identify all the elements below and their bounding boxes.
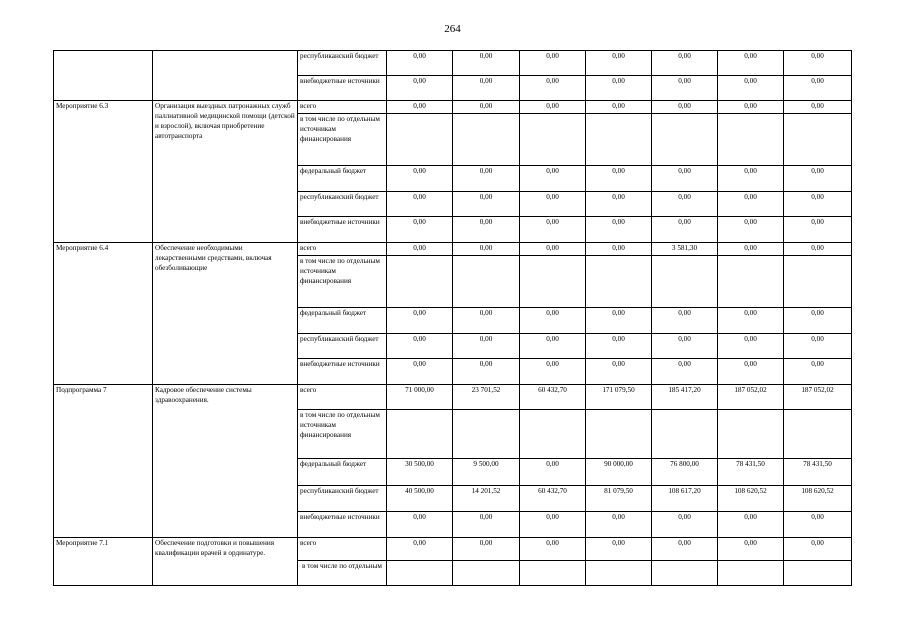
- value-cell: 0,00: [387, 166, 453, 192]
- value-cell: 0,00: [453, 359, 520, 385]
- value-cell: 0,00: [784, 192, 852, 217]
- value-cell: 0,00: [586, 51, 652, 76]
- value-cell: [718, 114, 784, 166]
- name-cell: Обеспечение необходимыми лекарственными средствами, включая обезболивающие: [153, 243, 298, 385]
- source-cell: в том числе по отдельным источникам финансирования: [298, 256, 387, 308]
- value-cell: 0,00: [784, 359, 852, 385]
- source-cell: республиканский бюджет: [298, 486, 387, 512]
- budget-table: [53, 50, 852, 586]
- value-cell: 0,00: [453, 166, 520, 192]
- value-cell: 0,00: [520, 512, 586, 538]
- value-cell: 0,00: [453, 243, 520, 256]
- value-cell: 0,00: [520, 538, 586, 561]
- value-cell: 0,00: [586, 334, 652, 359]
- value-cell: [387, 410, 453, 459]
- value-cell: 14 201,52: [453, 486, 520, 512]
- value-cell: 0,00: [652, 538, 718, 561]
- value-cell: 0,00: [784, 76, 852, 101]
- value-cell: 0,00: [784, 308, 852, 334]
- value-cell: 0,00: [718, 359, 784, 385]
- value-cell: 0,00: [453, 217, 520, 243]
- value-cell: 78 431,50: [784, 459, 852, 486]
- source-cell: всего: [298, 385, 387, 410]
- value-cell: 0,00: [718, 76, 784, 101]
- value-cell: [453, 114, 520, 166]
- value-cell: 0,00: [586, 166, 652, 192]
- value-cell: 0,00: [520, 308, 586, 334]
- value-cell: [784, 410, 852, 459]
- value-cell: 3 581,30: [652, 243, 718, 256]
- source-cell: внебюджетные источники: [298, 76, 387, 101]
- value-cell: [586, 256, 652, 308]
- source-cell: федеральный бюджет: [298, 459, 387, 486]
- value-cell: [784, 114, 852, 166]
- value-cell: 108 617,20: [652, 486, 718, 512]
- value-cell: [387, 561, 453, 586]
- source-cell: внебюджетные источники: [298, 359, 387, 385]
- value-cell: 0,00: [652, 359, 718, 385]
- value-cell: [784, 561, 852, 586]
- value-cell: 0,00: [387, 76, 453, 101]
- value-cell: 78 431,50: [718, 459, 784, 486]
- value-cell: [652, 256, 718, 308]
- value-cell: 0,00: [586, 512, 652, 538]
- value-cell: 0,00: [387, 334, 453, 359]
- value-cell: 0,00: [453, 538, 520, 561]
- value-cell: 0,00: [520, 217, 586, 243]
- value-cell: 0,00: [718, 101, 784, 114]
- value-cell: 0,00: [652, 217, 718, 243]
- value-cell: 0,00: [784, 166, 852, 192]
- source-cell: федеральный бюджет: [298, 308, 387, 334]
- value-cell: [453, 410, 520, 459]
- value-cell: 187 052,02: [784, 385, 852, 410]
- value-cell: 81 079,50: [586, 486, 652, 512]
- value-cell: 90 000,00: [586, 459, 652, 486]
- value-cell: 0,00: [784, 538, 852, 561]
- value-cell: 0,00: [387, 101, 453, 114]
- source-cell: внебюджетные источники: [298, 512, 387, 538]
- name-cell: [153, 51, 298, 101]
- value-cell: 60 432,70: [520, 486, 586, 512]
- value-cell: [520, 561, 586, 586]
- value-cell: [784, 256, 852, 308]
- value-cell: 0,00: [718, 308, 784, 334]
- value-cell: 108 620,52: [784, 486, 852, 512]
- value-cell: 0,00: [387, 359, 453, 385]
- value-cell: 0,00: [453, 76, 520, 101]
- value-cell: 0,00: [520, 334, 586, 359]
- value-cell: [718, 256, 784, 308]
- name-cell: Обеспечение подготовки и повышения квалификации врачей в ординатуре.: [153, 538, 298, 586]
- value-cell: 71 000,00: [387, 385, 453, 410]
- value-cell: 0,00: [387, 192, 453, 217]
- source-cell: республиканский бюджет: [298, 51, 387, 76]
- value-cell: 0,00: [520, 192, 586, 217]
- name-cell: Организация выездных патронажных служб паллиативной медицинской помощи (детской и взрослой), включая приобретение автотранспорта: [153, 101, 298, 243]
- table-row: [54, 101, 852, 114]
- value-cell: 187 052,02: [718, 385, 784, 410]
- value-cell: 0,00: [387, 538, 453, 561]
- value-cell: [718, 410, 784, 459]
- item-cell: [54, 51, 153, 101]
- value-cell: 0,00: [520, 359, 586, 385]
- value-cell: 0,00: [652, 51, 718, 76]
- value-cell: 0,00: [718, 334, 784, 359]
- value-cell: [586, 410, 652, 459]
- value-cell: 0,00: [784, 101, 852, 114]
- value-cell: 0,00: [387, 512, 453, 538]
- value-cell: 0,00: [652, 192, 718, 217]
- value-cell: [453, 561, 520, 586]
- value-cell: [718, 561, 784, 586]
- value-cell: [387, 114, 453, 166]
- value-cell: 30 500,00: [387, 459, 453, 486]
- value-cell: 0,00: [453, 192, 520, 217]
- value-cell: 0,00: [387, 243, 453, 256]
- value-cell: 0,00: [718, 192, 784, 217]
- item-cell: Подпрограмма 7: [54, 385, 153, 538]
- value-cell: 0,00: [520, 101, 586, 114]
- value-cell: 0,00: [453, 101, 520, 114]
- value-cell: 0,00: [784, 512, 852, 538]
- source-cell: в том числе по отдельным: [298, 561, 387, 586]
- value-cell: 0,00: [652, 308, 718, 334]
- value-cell: 0,00: [520, 76, 586, 101]
- value-cell: [586, 114, 652, 166]
- value-cell: 0,00: [586, 308, 652, 334]
- value-cell: 0,00: [453, 51, 520, 76]
- value-cell: 0,00: [784, 334, 852, 359]
- item-cell: Мероприятие 6.4: [54, 243, 153, 385]
- source-cell: в том числе по отдельным источникам финансирования: [298, 114, 387, 166]
- source-cell: внебюджетные источники: [298, 217, 387, 243]
- table-row: [54, 51, 852, 76]
- value-cell: 0,00: [652, 512, 718, 538]
- value-cell: 9 500,00: [453, 459, 520, 486]
- value-cell: 0,00: [586, 192, 652, 217]
- value-cell: [520, 410, 586, 459]
- value-cell: 0,00: [718, 51, 784, 76]
- value-cell: 0,00: [520, 51, 586, 76]
- value-cell: 0,00: [586, 76, 652, 101]
- table-row: [54, 538, 852, 561]
- value-cell: 0,00: [453, 334, 520, 359]
- value-cell: [652, 410, 718, 459]
- value-cell: 0,00: [520, 459, 586, 486]
- value-cell: 0,00: [718, 166, 784, 192]
- value-cell: 0,00: [387, 51, 453, 76]
- source-cell: республиканский бюджет: [298, 192, 387, 217]
- source-cell: федеральный бюджет: [298, 166, 387, 192]
- value-cell: 171 079,50: [586, 385, 652, 410]
- value-cell: 0,00: [784, 217, 852, 243]
- value-cell: 0,00: [586, 538, 652, 561]
- source-cell: всего: [298, 243, 387, 256]
- value-cell: 40 500,00: [387, 486, 453, 512]
- value-cell: 0,00: [784, 51, 852, 76]
- value-cell: 0,00: [387, 308, 453, 334]
- source-cell: в том числе по отдельным источникам финансирования: [298, 410, 387, 459]
- value-cell: 0,00: [718, 243, 784, 256]
- item-cell: Мероприятие 7.1: [54, 538, 153, 586]
- source-cell: республиканский бюджет: [298, 334, 387, 359]
- item-cell: Мероприятие 6.3: [54, 101, 153, 243]
- value-cell: 0,00: [784, 243, 852, 256]
- value-cell: 0,00: [387, 217, 453, 243]
- value-cell: [652, 114, 718, 166]
- value-cell: [520, 114, 586, 166]
- value-cell: 0,00: [652, 334, 718, 359]
- value-cell: [652, 561, 718, 586]
- source-cell: всего: [298, 538, 387, 561]
- value-cell: 0,00: [652, 76, 718, 101]
- value-cell: 0,00: [718, 217, 784, 243]
- value-cell: 0,00: [520, 243, 586, 256]
- value-cell: 0,00: [652, 101, 718, 114]
- value-cell: 23 701,52: [453, 385, 520, 410]
- value-cell: 0,00: [718, 512, 784, 538]
- name-cell: Кадровое обеспечение системы здравоохранения.: [153, 385, 298, 538]
- value-cell: 0,00: [520, 166, 586, 192]
- value-cell: [586, 561, 652, 586]
- value-cell: [520, 256, 586, 308]
- table-row: [54, 385, 852, 410]
- value-cell: 0,00: [652, 166, 718, 192]
- value-cell: 0,00: [586, 101, 652, 114]
- value-cell: 76 800,00: [652, 459, 718, 486]
- value-cell: 0,00: [453, 308, 520, 334]
- value-cell: 0,00: [453, 512, 520, 538]
- value-cell: 108 620,52: [718, 486, 784, 512]
- value-cell: 0,00: [586, 217, 652, 243]
- value-cell: 0,00: [586, 243, 652, 256]
- source-cell: всего: [298, 101, 387, 114]
- value-cell: 0,00: [586, 359, 652, 385]
- value-cell: 60 432,70: [520, 385, 586, 410]
- value-cell: 185 417,20: [652, 385, 718, 410]
- table-row: [54, 243, 852, 256]
- value-cell: [453, 256, 520, 308]
- value-cell: [387, 256, 453, 308]
- value-cell: 0,00: [718, 538, 784, 561]
- page-number: 264: [444, 23, 461, 35]
